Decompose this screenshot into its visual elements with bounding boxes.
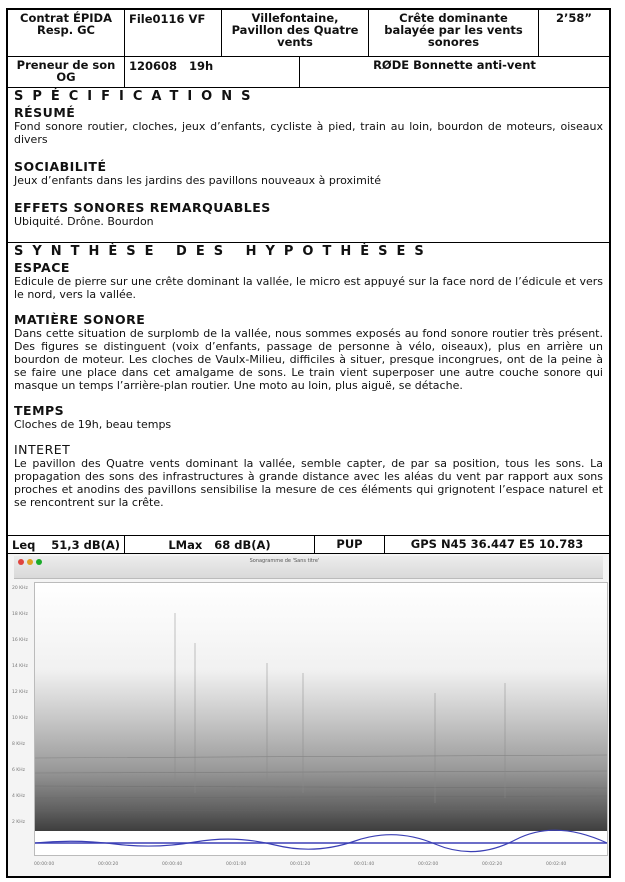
- place-cell: Villefontaine, Pavillon des Quatre vents: [222, 10, 369, 56]
- spectrogram-window-title: Sonagramme de 'Sans titre': [249, 558, 320, 564]
- measures-row: [8, 536, 609, 554]
- file-cell: File0116 VF: [125, 10, 222, 56]
- hypotheses-heading: SYNTHÈSE DES HYPOTHÈSES: [14, 244, 433, 259]
- leq-label: Leq: [12, 538, 36, 552]
- espace-text: Edicule de pierre sur une crête dominant la vallée, le micro est appuyé sur la face nord de l’édicule et vers le nord, vers la vallée.: [14, 275, 603, 301]
- leq-cell: [8, 536, 125, 553]
- x-tick-label: 00:02:00: [418, 862, 439, 867]
- spectrogram-x-axis: [34, 862, 603, 868]
- info-row: [8, 57, 609, 88]
- close-dot-icon[interactable]: [18, 559, 24, 565]
- temps-text: Cloches de 19h, beau temps: [14, 418, 172, 431]
- x-tick-label: 00:01:40: [354, 862, 375, 867]
- y-tick-label: 4 KHz: [12, 794, 25, 799]
- x-tick-label: 00:00:40: [162, 862, 183, 867]
- sociabilite-title: SOCIABILITÉ: [14, 159, 107, 174]
- header-row: [8, 10, 609, 57]
- hypotheses-section: [8, 243, 609, 536]
- contract-cell: Contrat ÉPIDA Resp. GC: [8, 10, 125, 56]
- espace-title: ESPACE: [14, 260, 70, 275]
- sociabilite-text: Jeux d’enfants dans les jardins des pavillons nouveaux à proximité: [14, 174, 381, 187]
- lmax-label: LMax: [168, 538, 203, 552]
- recordist-cell: Preneur de son OG: [8, 57, 125, 87]
- pup-cell: PUP: [315, 536, 385, 553]
- resume-text: Fond sonore routier, cloches, jeux d’enfants, cycliste à pied, train au loin, bourdon de moteurs, oiseaux divers: [14, 120, 603, 146]
- spectrogram-image: [35, 583, 607, 855]
- leq-value: 51,3 dB(A): [51, 538, 120, 552]
- spectrogram-toolbar: [14, 556, 603, 579]
- specifications-heading: SPÉCIFICATIONS: [14, 89, 260, 104]
- equipment-cell: RØDE Bonnette anti-vent: [373, 58, 536, 72]
- y-tick-label: 18 KHz: [12, 612, 28, 617]
- gps-cell: GPS N45 36.447 E5 10.783: [410, 537, 584, 551]
- temps-title: TEMPS: [14, 403, 65, 418]
- y-tick-label: 10 KHz: [12, 716, 28, 721]
- interet-text: Le pavillon des Quatre vents dominant la vallée, semble capter, de par sa position, tous les sons. La propagation des sons des infrastructures à grande distance avec les aléas du vent par rapport aux sons proches et anodins des pavillons sensibilise la mesure de ces éléments qui grignotent l’espace naturel et se rencontrent sur la crête.: [14, 457, 603, 509]
- y-tick-label: 2 KHz: [12, 820, 25, 825]
- effets-text: Ubiquité. Drône. Bourdon: [14, 215, 154, 228]
- y-tick-label: 20 KHz: [12, 586, 28, 591]
- y-tick-label: 16 KHz: [12, 638, 28, 643]
- y-tick-label: 8 KHz: [12, 742, 25, 747]
- date-time-cell: 120608 19h: [125, 57, 300, 87]
- resume-title: RÉSUMÉ: [14, 105, 76, 120]
- effets-title: EFFETS SONORES REMARQUABLES: [14, 200, 271, 215]
- interet-title: INTERET: [14, 442, 71, 457]
- x-tick-label: 00:00:20: [98, 862, 119, 867]
- duration-cell: 2’58”: [556, 11, 592, 25]
- x-tick-label: 00:02:20: [482, 862, 503, 867]
- title-cell: Crête dominante balayée par les vents sonores: [369, 10, 539, 56]
- y-tick-label: 14 KHz: [12, 664, 28, 669]
- y-tick-label: 12 KHz: [12, 690, 28, 695]
- record-sheet: [6, 8, 611, 878]
- lmax-value: 68 dB(A): [214, 538, 271, 552]
- minimize-dot-icon[interactable]: [27, 559, 33, 565]
- y-tick-label: 6 KHz: [12, 768, 25, 773]
- x-tick-label: 00:00:00: [34, 862, 55, 867]
- specifications-section: [8, 88, 609, 243]
- x-tick-label: 00:01:20: [290, 862, 311, 867]
- spectrogram-plot: [34, 582, 608, 856]
- x-tick-label: 00:02:40: [546, 862, 567, 867]
- spectrogram-panel: [8, 554, 609, 876]
- matiere-title: MATIÈRE SONORE: [14, 312, 146, 327]
- x-tick-label: 00:01:00: [226, 862, 247, 867]
- matiere-text: Dans cette situation de surplomb de la vallée, nous sommes exposés au fond sonore routier très présent. Des figures se distinguent (voix d’enfants, passage de personne à vélo, oiseaux), plus en arrière un bourdon de moteur. Les cloches de Vaulx-Milieu, difficiles à situer, presque incongrues, ont de la peine à se faire une place dans cet amalgame de sons. Le train vient superposer une autre couche sonore qui masque un temps l’arrière-plan routier. Une moto au loin, plus aiguë, se détache.: [14, 327, 603, 392]
- lmax-cell: [125, 536, 315, 553]
- zoom-dot-icon[interactable]: [36, 559, 42, 565]
